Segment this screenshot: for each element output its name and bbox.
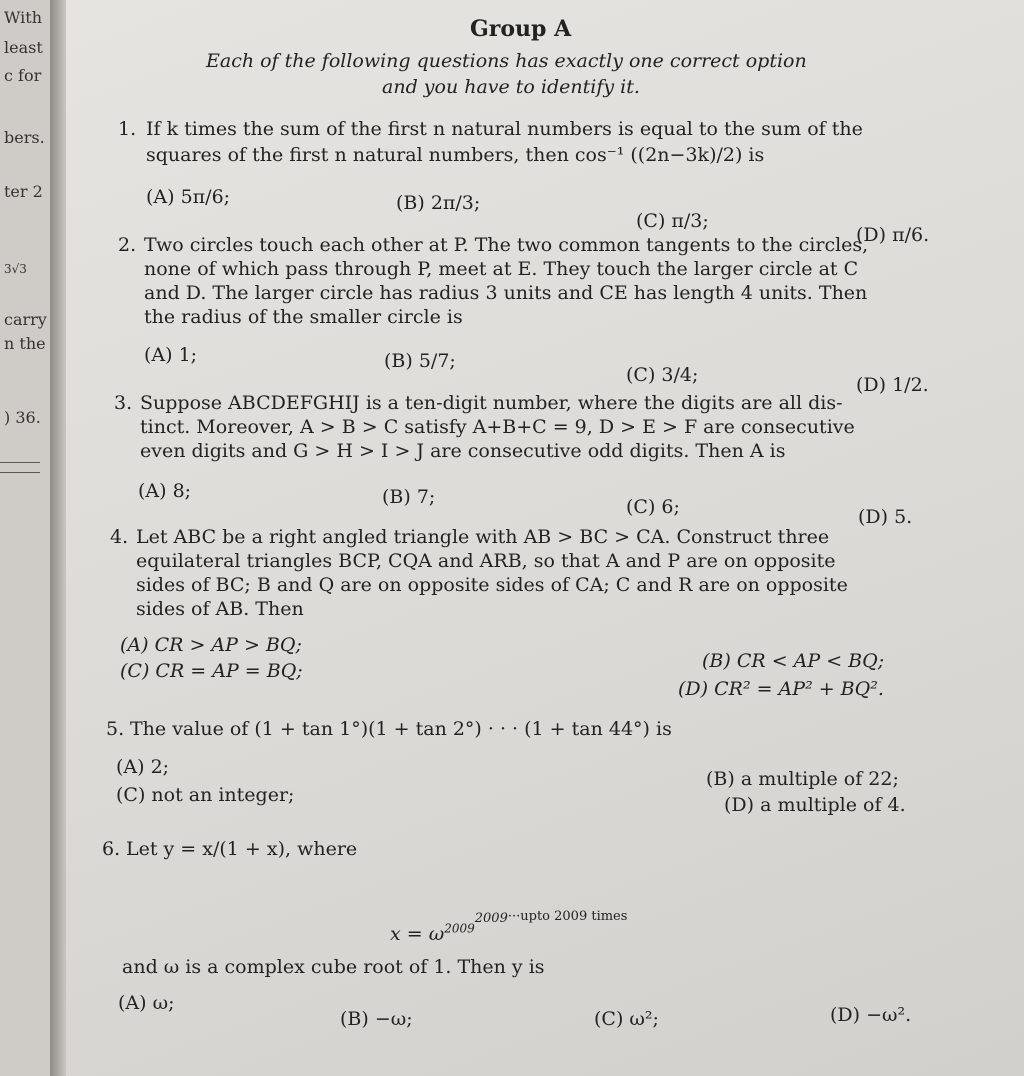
answer-option[interactable]: (D) CR² = AP² + BQ². (678, 678, 884, 700)
answer-option[interactable]: (B) 7; (382, 486, 436, 508)
question-line: Let y = x/(1 + x), where (126, 838, 358, 860)
margin-text: bers. (4, 128, 45, 147)
intro-line: Each of the following questions has exactly one correct option (206, 50, 807, 72)
question-line: The value of (1 + tan 1°)(1 + tan 2°) · · · (1 + tan 44°) is (130, 718, 672, 740)
question-number: 3. (114, 392, 133, 414)
answer-option[interactable]: (A) 5π/6; (146, 186, 231, 208)
answer-option[interactable]: (A) 8; (138, 480, 192, 502)
answer-option[interactable]: (A) 2; (116, 756, 170, 778)
margin-text: carry (4, 310, 47, 329)
answer-option[interactable]: (C) ω²; (594, 1008, 659, 1030)
question-line: sides of AB. Then (136, 598, 304, 620)
margin-rule (0, 472, 40, 473)
question-number: 2. (118, 234, 137, 256)
answer-option[interactable]: (D) 1/2. (856, 374, 929, 396)
section-title: Group A (470, 16, 572, 42)
question-line: If k times the sum of the first n natural numbers is equal to the sum of the (146, 118, 863, 140)
answer-option[interactable]: (C) 3/4; (626, 364, 699, 386)
answer-option[interactable]: (D) π/6. (856, 224, 930, 246)
question-line: equilateral triangles BCP, CQA and ARB, so that A and P are on opposite (136, 550, 836, 572)
question-line: sides of BC; B and Q are on opposite sides of CA; C and R are on opposite (136, 574, 848, 596)
answer-option[interactable]: (A) 1; (144, 344, 198, 366)
answer-option[interactable]: (D) 5. (858, 506, 913, 528)
margin-text: ) 36. (4, 408, 41, 427)
document-page (66, 0, 1024, 1076)
intro-line: and you have to identify it. (382, 76, 640, 98)
margin-text: With (4, 8, 43, 27)
answer-option[interactable]: (A) CR > AP > BQ; (120, 634, 302, 656)
margin-text: n the (4, 334, 46, 353)
formula (390, 906, 627, 945)
margin-rule (0, 462, 40, 463)
question-number: 6. (102, 838, 121, 860)
margin-text: least (4, 38, 43, 57)
formula-exponent-2: 2009 (474, 911, 508, 926)
answer-option[interactable]: (C) π/3; (636, 210, 709, 232)
answer-option[interactable]: (B) 5/7; (384, 350, 456, 372)
question-line: even digits and G > H > I > J are consecutive odd digits. Then A is (140, 440, 786, 462)
question-line: Suppose ABCDEFGHIJ is a ten-digit number, where the digits are all dis- (140, 392, 843, 414)
answer-option[interactable]: (D) a multiple of 4. (724, 794, 906, 816)
answer-option[interactable]: (B) a multiple of 22; (706, 768, 899, 790)
question-number: 4. (110, 526, 129, 548)
question-line: Let ABC be a right angled triangle with AB > BC > CA. Construct three (136, 526, 830, 548)
question-line: tinct. Moreover, A > B > C satisfy A+B+C = 9, D > E > F are consecutive (140, 416, 855, 438)
answer-option[interactable]: (A) ω; (118, 992, 175, 1014)
answer-option[interactable]: (C) 6; (626, 496, 680, 518)
answer-option[interactable]: (B) −ω; (340, 1008, 413, 1030)
answer-option[interactable]: (D) −ω². (830, 1004, 912, 1026)
answer-option[interactable]: (C) CR = AP = BQ; (120, 660, 303, 682)
question-line: squares of the first n natural numbers, then cos⁻¹ ((2n−3k)/2) is (146, 144, 765, 166)
answer-option[interactable]: (B) 2π/3; (396, 192, 481, 214)
answer-option[interactable]: (B) CR < AP < BQ; (702, 650, 885, 672)
formula-base: x = ω (390, 923, 445, 945)
answer-option[interactable]: (C) not an integer; (116, 784, 295, 806)
question-number: 1. (118, 118, 137, 140)
formula-exponent: 2009 (444, 921, 475, 936)
question-line: none of which pass through P, meet at E. They touch the larger circle at C (144, 258, 859, 280)
question-line: and D. The larger circle has radius 3 units and CE has length 4 units. Then (144, 282, 868, 304)
question-number: 5. (106, 718, 125, 740)
question-line: and ω is a complex cube root of 1. Then y is (122, 956, 545, 978)
formula-note: ···upto 2009 times (507, 909, 628, 924)
margin-text: 3√3 (4, 262, 27, 276)
question-line: the radius of the smaller circle is (144, 306, 463, 328)
margin-text: c for (4, 66, 42, 85)
margin-text: ter 2 (4, 182, 43, 201)
question-line: Two circles touch each other at P. The two common tangents to the circles, (144, 234, 869, 256)
